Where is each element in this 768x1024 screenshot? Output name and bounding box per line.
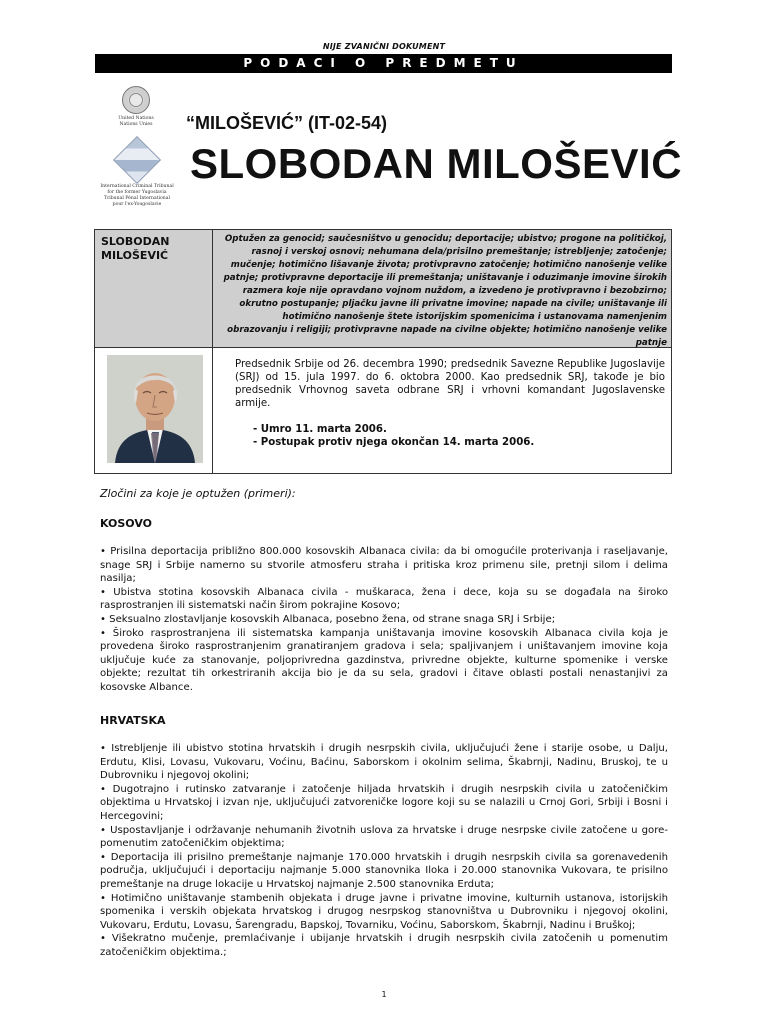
- death-note: - Umro 11. marta 2006.: [253, 424, 387, 435]
- icty-logo: [94, 143, 180, 208]
- list-item: • Uspostavljanje i održavanje nehumanih životnih uslova za hrvatske i druge nesrpske civile zatočene u gore-pomenutim zatočeničkim objektima;: [100, 824, 668, 850]
- accused-name-title: SLOBODAN MILOŠEVIĆ: [190, 140, 683, 187]
- list-item: • Prisilna deportacija približno 800.000 kosovskih Albanaca civila: da bi omogućile proterivanja i raseljavanje, snage SRJ i Srbije namerno su stvorile atmosferu straha i pritiska kroz primenu sile, pretnji silom i delima nasilja;: [100, 546, 668, 585]
- case-reference: “MILOŠEVIĆ” (IT-02-54): [186, 113, 388, 133]
- list-item: • Dugotrajno i rutinsko zatvaranje i zatočenje hiljada hrvatskih i drugih nesrpskih civila u zatočeničkim objektima u Hrvatskoj i izvan nje, uključujući zatvoreničke logore koji su se nalazili u Crnoj Gori, Srbiji i Bosni i Hercegovini;: [100, 783, 668, 822]
- crimes-intro: Zločini za koje je optužen (primeri):: [100, 487, 296, 500]
- biography-cell: [213, 348, 671, 473]
- list-item: • Deportacija ili prisilno premeštanje najmanje 170.000 hrvatskih i drugih nesrpskih civila sa gorenavedenih područja, uključujući i deportaciju najmanje 5.000 stanovnika Iloka i 20.000 stanovnika Vukovara, te prisilno premeštanje na druge lokacije u Hrvatskoj najmanje 2.500 stanovnika Erduta;: [100, 851, 668, 890]
- kosovo-crimes-list: [100, 545, 668, 695]
- biography-text: Predsednik Srbije od 26. decembra 1990; predsednik Savezne Republike Jugoslavije (SRJ) od 15. jula 1997. do 6. oktobra 2000. Kao predsednik SRJ, takođe je bio predsednik Vrhovnog saveta odbrane SRJ i vrhovni komandant Jugoslavenske armije.: [235, 359, 665, 409]
- case-info-banner: PODACI O PREDMETU: [95, 54, 672, 73]
- accused-name-cell: SLOBODAN MILOŠEVIĆ: [95, 230, 213, 348]
- accused-photo: [107, 355, 203, 463]
- icty-logo-caption: International Criminal Tribunal for the former Yugoslavia Tribunal Pénal International pour l'ex-Yougoslavie: [100, 184, 174, 207]
- proceedings-terminated-note: - Postupak protiv njega okončan 14. marta 2006.: [253, 437, 535, 448]
- list-item: • Seksualno zlostavljanje kosovskih Albanaca, posebno žena, od strane snaga SRJ i Srbije;: [100, 613, 556, 625]
- croatia-crimes-list: [100, 742, 668, 960]
- un-logo: [110, 86, 162, 128]
- list-item: • Istrebljenje ili ubistvo stotina hrvatskih i drugih nesrpskih civila, uključujući žene i starije osobe, u Dalju, Erdutu, Klisi, Lovasu, Vukovaru, Voćinu, Baćinu, Saborskom i okolnim selima, Škabrnji, Nadinu, Bruskoj, te u Dubrovniku i njegovoj okolini;: [100, 743, 668, 782]
- list-item: • Široko rasprostranjena ili sistematska kampanja uništavanja imovine kosovskih Albanaca civila koja je provedena široko rasprostranjenim granatiranjem gradova i sela; spaljivanjem i uništavanjem imovine koja uključuje kuće za stanovanje, poljoprivredna gazdinstva, privredne objekte, kulturne spomenike i verske objekte; rezultat tih orkestriranih akcija bio je da su sela, gradovi i čitave oblasti postali nenastanjivi za kosovske Albance.: [100, 627, 668, 693]
- un-logo-caption: United Nations Nations Unies: [118, 116, 154, 127]
- unofficial-document-note: NIJE ZVANIČNI DOKUMENT: [322, 42, 446, 51]
- photo-cell: [95, 348, 213, 473]
- list-item: • Ubistva stotina kosovskih Albanaca civila - muškaraca, žena i dece, koja su se događala na široko rasprostranjen ili sistematski način širom pokrajine Kosovo;: [100, 586, 668, 612]
- icty-emblem-icon: [113, 136, 161, 184]
- list-item: • Hotimično uništavanje stambenih objekata i druge javne i privatne imovine, kulturnih ustanova, istorijskih spomenika i verskih objekata hrvatskog i drugog nesrpskog stanovništva u Dubrovniku i njegovoj okolini, Vukovaru, Erdutu, Lovasu, Šarengradu, Bapskoj, Tovarniku, Voćinu, Saborskom, Škabrnji, Nadinu i Bruškoj;: [100, 892, 668, 931]
- un-emblem-icon: [122, 86, 150, 114]
- croatia-heading: HRVATSKA: [100, 714, 166, 727]
- charges-summary: Optužen za genocid; saučesništvo u genocidu; deportacije; ubistvo; progone na političkoj, rasnoj i verskoj osnovi; nehumana dela/prisilno premeštanje; istrebljenje; zatočenje; mučenje; hotimično lišavanje života; protivpravno zatočenje; hotimično nanošenje velike patnje; protivpravne deportacije ili premeštanja; uništavanje i oduzimanje imovine širokih razmera koje nije opravdano vojnom nuždom, a izvedeno je protivpravno i bezobzirno; okrutno postupanje; pljačku javne ili privatne imovine; napade na civile; uništavanje ili hotimično nanošenje štete istorijskim spomenicima i ustanovama namenjenim obrazovanju i religiji; protivpravne napade na civilne objekte; hotimično nanošenje velike patnje: [213, 230, 671, 348]
- case-info-box: [94, 229, 672, 474]
- kosovo-heading: KOSOVO: [100, 517, 153, 530]
- page-number: 1: [381, 990, 387, 999]
- case-status-notes: [253, 423, 665, 449]
- list-item: • Višekratno mučenje, premlaćivanje i ubijanje hrvatskih i drugih nesrpskih civila zatočenih u pomenutim zatočeničkim objektima.;: [100, 933, 668, 958]
- portrait-illustration: [107, 355, 203, 463]
